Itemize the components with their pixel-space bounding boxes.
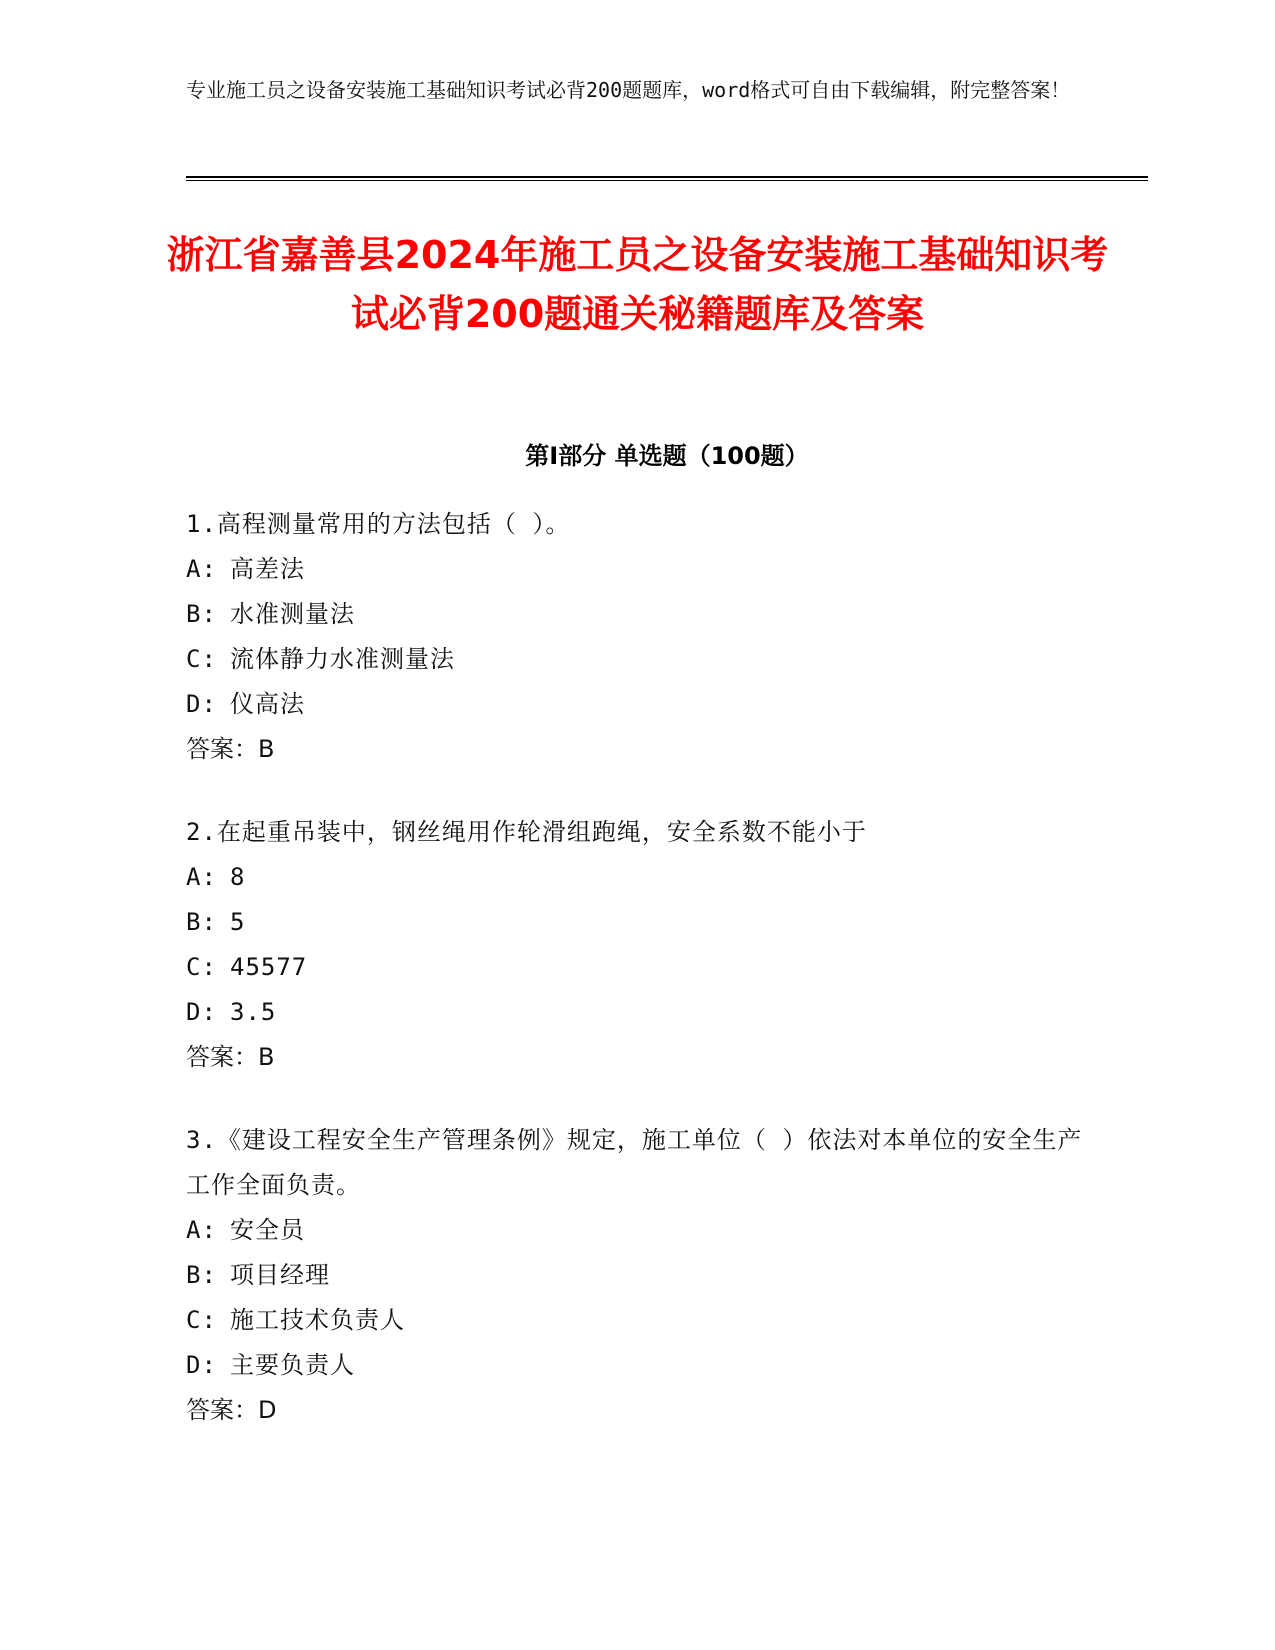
option-a [186, 855, 1086, 900]
option-letter: A: [186, 1216, 217, 1244]
option-b [186, 592, 1086, 637]
option-letter: B: [186, 908, 217, 936]
option-text: 5 [230, 908, 246, 936]
answer-line: 答案：B [186, 735, 275, 763]
question-2 [186, 810, 1086, 1080]
option-text: 安全员 [230, 1216, 305, 1244]
header-note: 专业施工员之设备安装施工基础知识考试必背200题题库，word格式可自由下载编辑，附完整答案！ [186, 78, 1071, 102]
document-title: 浙江省嘉善县2024年施工员之设备安装施工基础知识考试必背200题通关秘籍题库及答案 [166, 233, 1109, 336]
option-b [186, 900, 1086, 945]
option-d [186, 990, 1086, 1035]
question-1 [186, 502, 1086, 772]
option-letter: B: [186, 600, 217, 628]
question-stem: 3.《建设工程安全生产管理条例》规定，施工单位（ ）依法对本单位的安全生产工作全面负责。 [186, 1126, 1083, 1199]
option-d [186, 682, 1086, 727]
option-text: 施工技术负责人 [230, 1306, 405, 1334]
option-text: 水准测量法 [230, 600, 355, 628]
option-c [186, 945, 1086, 990]
option-d [186, 1343, 1086, 1388]
option-letter: C: [186, 953, 217, 981]
option-c [186, 637, 1086, 682]
option-text: 3.5 [230, 998, 277, 1026]
option-letter: C: [186, 645, 217, 673]
option-c [186, 1298, 1086, 1343]
option-letter: C: [186, 1306, 217, 1334]
header-divider [186, 176, 1148, 181]
option-letter: D: [186, 998, 217, 1026]
question-3 [186, 1118, 1086, 1433]
answer-line: 答案：B [186, 1043, 275, 1071]
option-letter: D: [186, 690, 217, 718]
option-text: 项目经理 [230, 1261, 330, 1289]
option-b [186, 1253, 1086, 1298]
option-letter: A: [186, 863, 217, 891]
option-text: 8 [230, 863, 246, 891]
option-text: 高差法 [230, 555, 305, 583]
answer-line: 答案：D [186, 1396, 277, 1424]
option-text: 主要负责人 [230, 1351, 355, 1379]
question-stem: 2.在起重吊装中，钢丝绳用作轮滑组跑绳，安全系数不能小于 [186, 818, 867, 846]
section-heading: 第Ⅰ部分 单选题（100题） [525, 442, 809, 470]
option-a [186, 547, 1086, 592]
option-text: 流体静力水准测量法 [230, 645, 455, 673]
option-letter: A: [186, 555, 217, 583]
option-text: 45577 [230, 953, 308, 981]
option-letter: B: [186, 1261, 217, 1289]
question-stem: 1.高程测量常用的方法包括（ ）。 [186, 510, 571, 538]
option-letter: D: [186, 1351, 217, 1379]
option-a [186, 1208, 1086, 1253]
option-text: 仪高法 [230, 690, 305, 718]
